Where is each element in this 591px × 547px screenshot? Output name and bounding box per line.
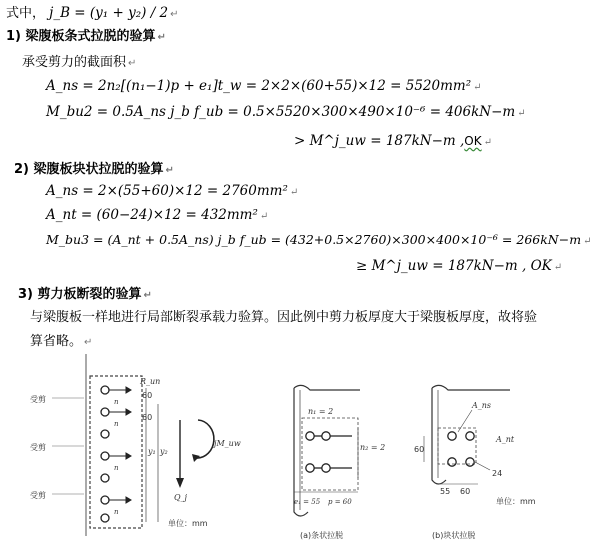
dim-55: 55: [440, 487, 451, 496]
section3-body-line2: 算省略。 ↵: [30, 334, 93, 349]
ok-mark: OK: [464, 134, 482, 148]
ans-label: A_ns: [472, 401, 492, 410]
n-mark-4: n: [114, 508, 119, 516]
section2-eq3: M_bu3 = (A_nt + 0.5A_ns) j_b f_ub = (432+0.5×2760)×300×400×10⁻⁶ = 266kN−m ↵: [46, 232, 591, 247]
dim-60-vertical: 60: [414, 445, 425, 454]
section2-eq2: A_nt = (60−24)×12 = 432mm² ↵: [46, 207, 269, 223]
moment-label: jM_uw: [214, 439, 241, 448]
shear-label-1: 受剪: [30, 395, 46, 404]
dim-60-second: 60: [142, 413, 153, 422]
section1-eq1: A_ns = 2n₂[(n₁−1)p + e₁]t_w = 2×2×(60+55)×12 = 5520mm² ↵: [46, 78, 482, 94]
left-unit-label: 单位：mm: [168, 519, 208, 528]
intro-prefix: 式中，: [6, 6, 46, 21]
dim-y2: y₂: [160, 447, 168, 456]
section3-heading: 3) 剪力板断裂的验算 ↵: [18, 287, 152, 302]
figure-left-shear-plate: [28, 350, 258, 542]
q-label: Q_j: [174, 493, 188, 502]
section1-eq3: > M^j_uw = 187kN−m ,OK ↵: [294, 133, 492, 149]
dim-24: 24: [492, 469, 503, 478]
section1-subtitle: 承受剪力的截面积 ↵: [22, 55, 137, 70]
dim-60-horizontal: 60: [460, 487, 471, 496]
n1-label: n₁ = 2: [308, 407, 334, 416]
n-mark-1: n: [114, 398, 119, 406]
ant-label: A_nt: [496, 435, 515, 444]
r-label: R_un: [140, 377, 161, 386]
section1-eq2: M_bu2 = 0.5A_ns j_b f_ub = 0.5×5520×300×490×10⁻⁶ = 406kN−m ↵: [46, 104, 526, 120]
e1-label: e₁ = 55: [294, 498, 321, 506]
shear-label-2: 受剪: [30, 443, 46, 452]
figure-middle-strip-tearout: [280, 380, 410, 542]
figure-right-block-tearout: [412, 380, 562, 542]
dim-60-top: 60: [142, 391, 153, 400]
section1-heading: 1) 梁腹板条式拉脱的验算 ↵: [6, 29, 166, 44]
n-mark-2: n: [114, 420, 119, 428]
section2-heading: 2) 梁腹板块状拉脱的验算 ↵: [14, 162, 174, 177]
intro-formula: j_B = (y₁ + y₂) / 2: [49, 5, 169, 21]
section2-eq4: ≥ M^j_uw = 187kN−m , OK ↵: [356, 258, 563, 274]
shear-label-3: 受剪: [30, 491, 46, 500]
dim-y1: y₁: [148, 447, 156, 456]
caption-b: (b)块状拉脱: [432, 531, 476, 540]
caption-a: (a)条状拉脱: [300, 531, 344, 540]
n2-label: n₂ = 2: [360, 443, 386, 452]
n-mark-3: n: [114, 464, 119, 472]
right-unit-label: 单位：mm: [496, 497, 536, 506]
intro-line: 式中， j_B = (y₁ + y₂) / 2 ↵: [6, 5, 179, 21]
section2-eq1: A_ns = 2×(55+60)×12 = 2760mm² ↵: [46, 183, 299, 199]
p-label: p = 60: [328, 498, 352, 506]
section3-body-line1: 与梁腹板一样地进行局部断裂承载力验算。因此例中剪力板厚度大于梁腹板厚度，故将验: [30, 310, 538, 325]
